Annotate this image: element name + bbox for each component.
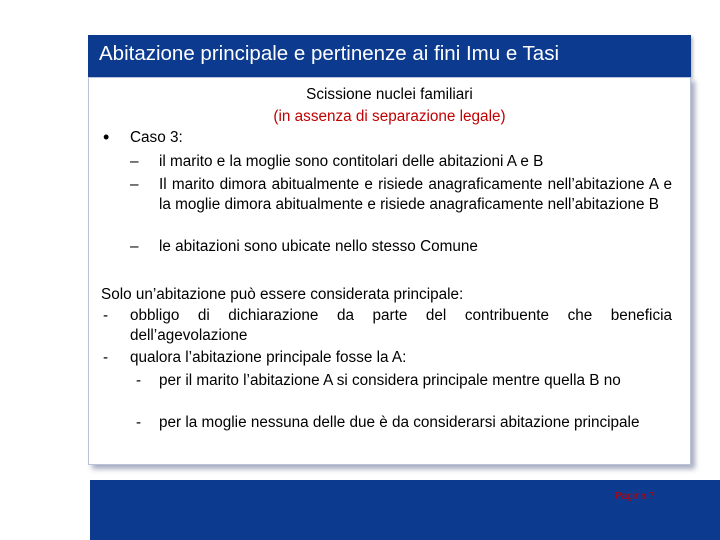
dash-icon: - bbox=[103, 307, 109, 324]
case-item-2: Il marito dimora abitualmente e risiede anagraficamente nell’abitazione A e la moglie dimora abitualmente e risiede anagraficamente nell’abitazione B bbox=[159, 176, 672, 213]
dash-icon: - bbox=[103, 349, 109, 366]
case-label: Caso 3: bbox=[130, 129, 183, 146]
conclusion-sub-item-1: per il marito l’abitazione A si considera principale mentre quella B no bbox=[159, 372, 621, 389]
dash-icon: - bbox=[136, 414, 142, 431]
conclusion-item-2: qualora l’abitazione principale fosse la A: bbox=[130, 349, 407, 366]
subtitle-line-1: Scissione nuclei familiari bbox=[306, 86, 473, 103]
case-item-3: le abitazioni sono ubicate nello stesso Comune bbox=[159, 238, 478, 255]
conclusion-intro: Solo un’abitazione può essere considerata principale: bbox=[101, 286, 464, 303]
dash-icon: – bbox=[130, 176, 139, 193]
subtitle-line-2: (in assenza di separazione legale) bbox=[273, 108, 506, 125]
case-item-1: il marito e la moglie sono contitolari delle abitazioni A e B bbox=[159, 153, 544, 170]
page-number: Pagina 7 bbox=[615, 491, 655, 502]
dash-icon: - bbox=[136, 372, 142, 389]
slide-title: Abitazione principale e pertinenze ai fini Imu e Tasi bbox=[99, 42, 559, 65]
bullet-icon: • bbox=[103, 127, 110, 147]
dash-icon: – bbox=[130, 238, 139, 255]
footer-bar bbox=[90, 480, 720, 540]
conclusion-sub-item-2: per la moglie nessuna delle due è da considerarsi abitazione principale bbox=[159, 414, 640, 431]
conclusion-item-1: obbligo di dichiarazione da parte del contribuente che beneficia dell’agevolazione bbox=[130, 307, 672, 344]
dash-icon: – bbox=[130, 153, 139, 170]
